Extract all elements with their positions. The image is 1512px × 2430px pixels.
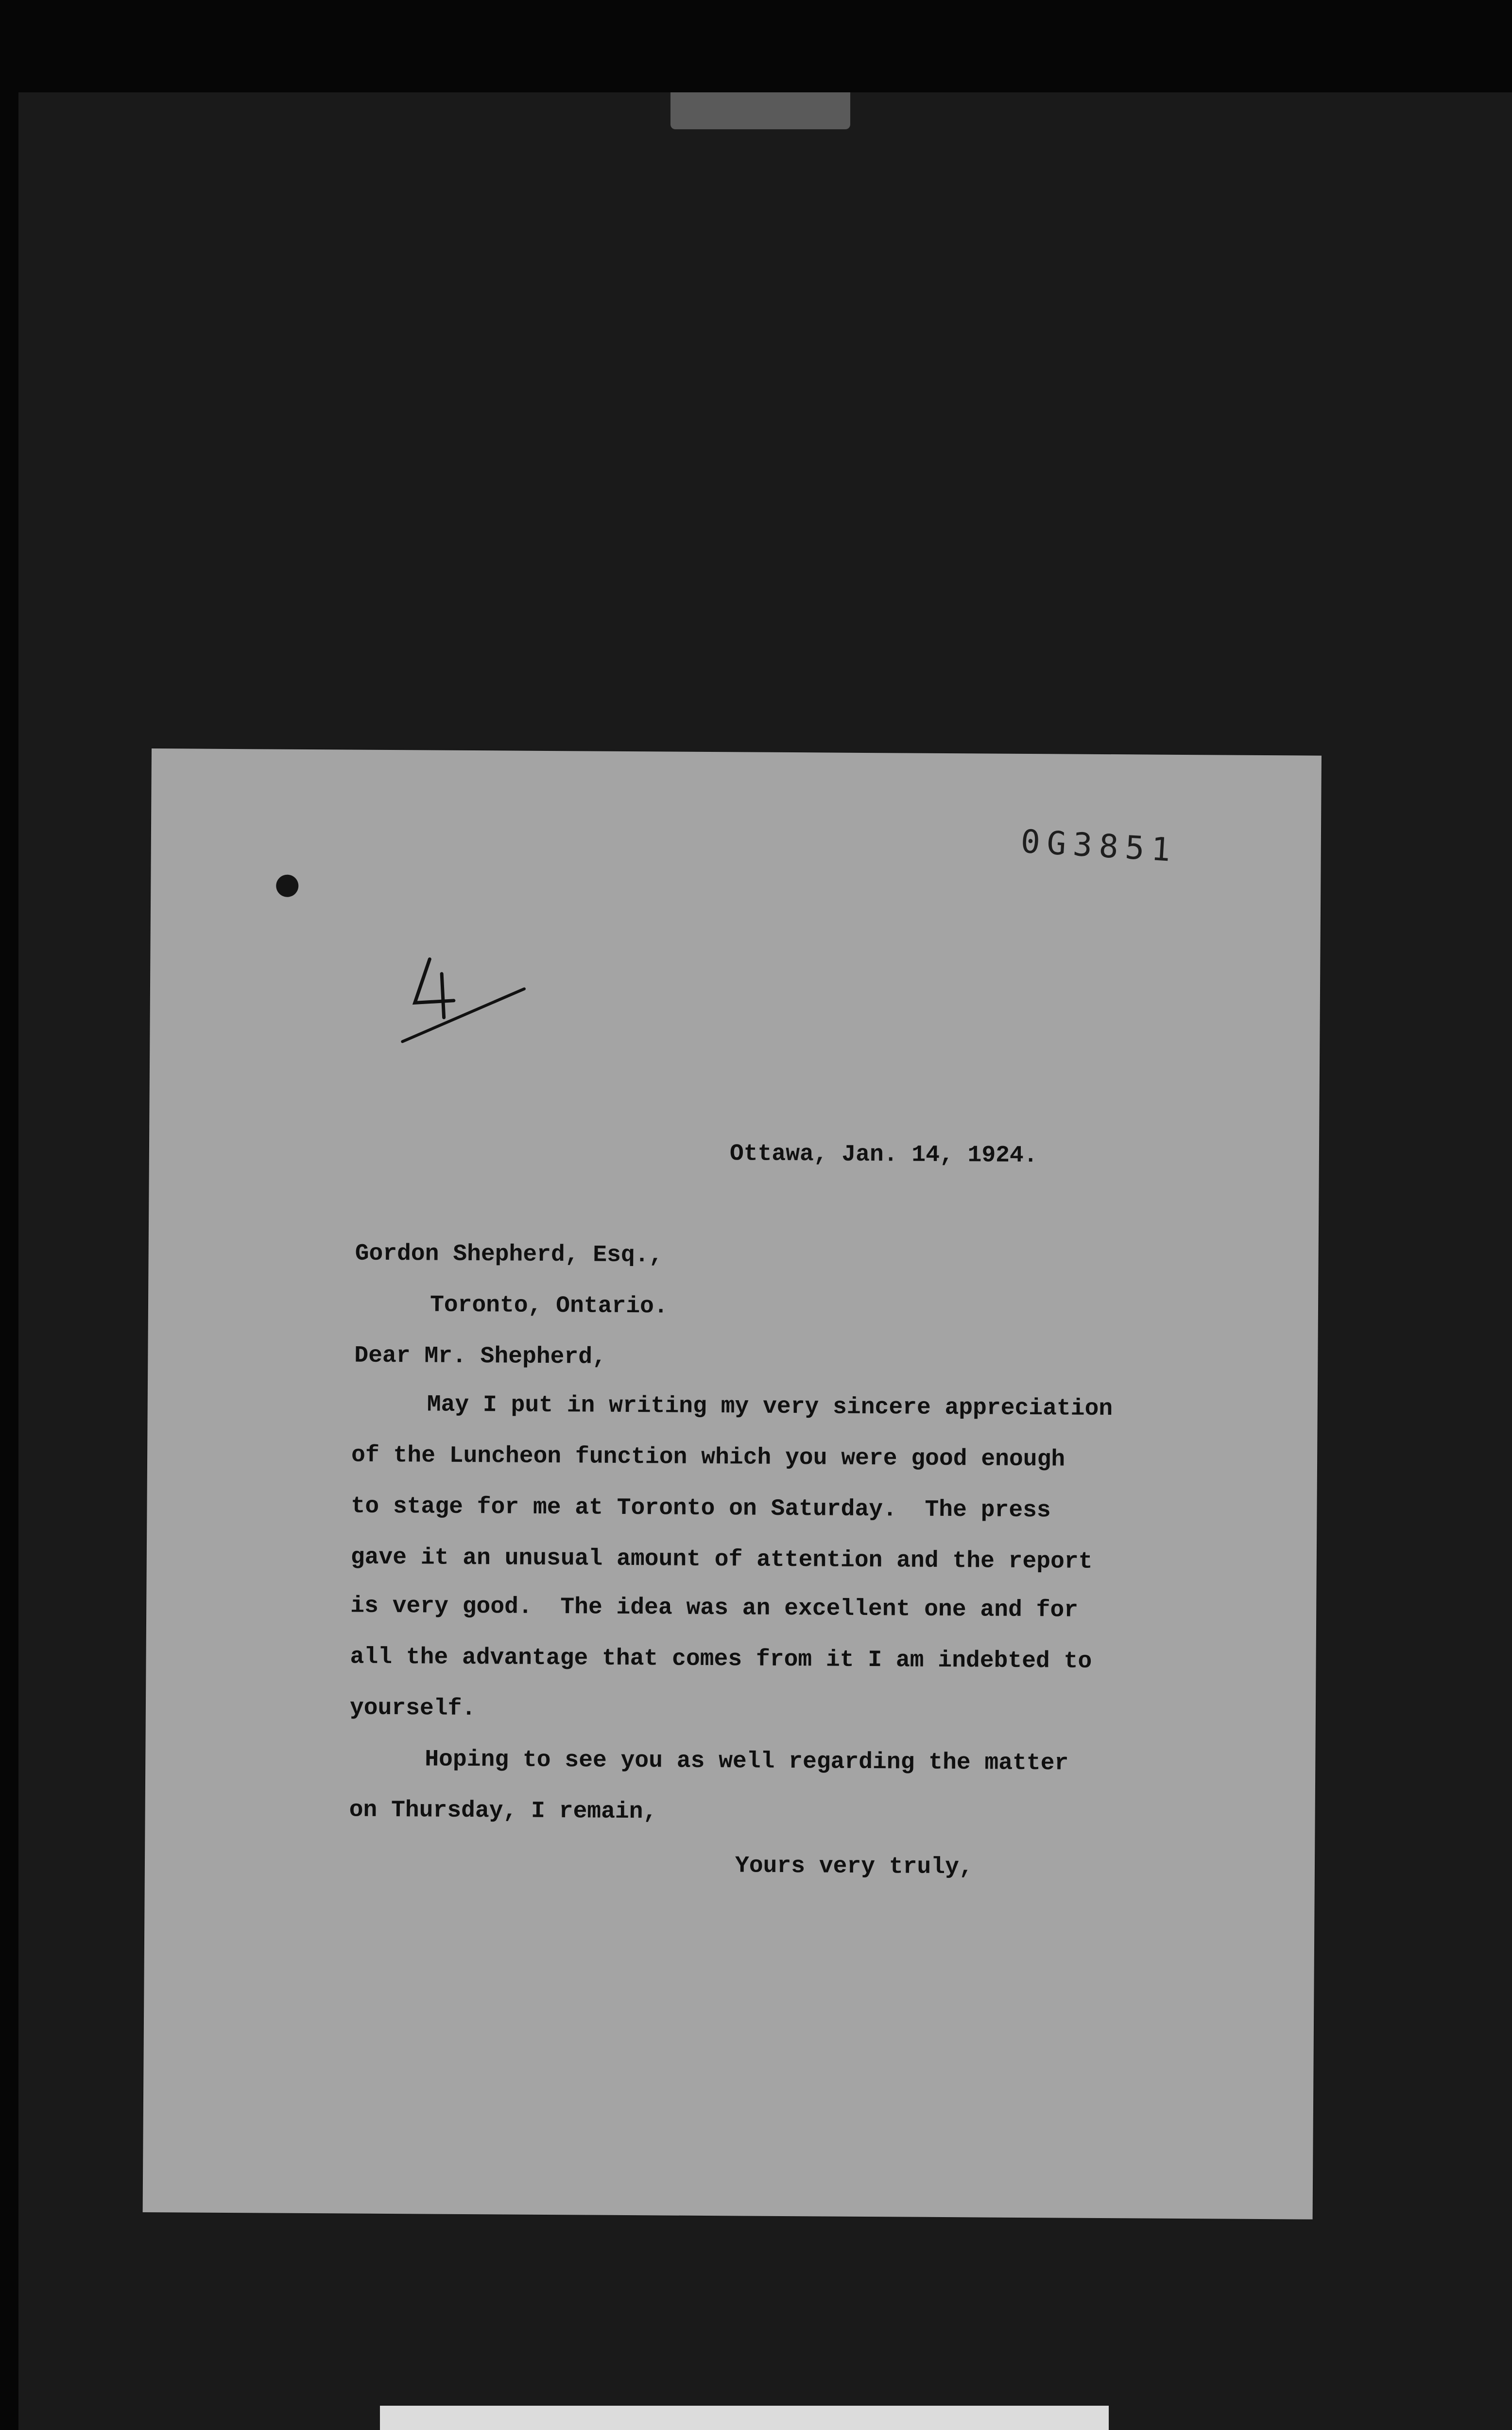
body-line: May I put in writing my very sincere appreciation bbox=[427, 1391, 1113, 1423]
body-line: to stage for me at Toronto on Saturday. The press bbox=[351, 1493, 1051, 1524]
handwritten-page-mark bbox=[395, 954, 532, 1052]
salutation: Dear Mr. Shepherd, bbox=[354, 1342, 607, 1371]
addressee-city: Toronto, Ontario. bbox=[430, 1292, 668, 1320]
body-line: yourself. bbox=[349, 1695, 476, 1722]
letter-page bbox=[143, 748, 1322, 2220]
top-clip bbox=[670, 92, 850, 129]
letter-date: Ottawa, Jan. 14, 1924. bbox=[729, 1141, 1038, 1169]
punch-hole bbox=[276, 875, 298, 897]
document-number: 0G3851 bbox=[1019, 822, 1179, 869]
body-line: of the Luncheon function which you were good enough bbox=[351, 1442, 1065, 1473]
body-line: gave it an unusual amount of attention and the report bbox=[350, 1544, 1093, 1575]
addressee-name: Gordon Shepherd, Esq., bbox=[355, 1240, 663, 1269]
valediction: Yours very truly, bbox=[735, 1853, 973, 1881]
body-line: is very good. The idea was an excellent one and for bbox=[350, 1593, 1079, 1624]
series-label bbox=[380, 2406, 1109, 2430]
closing-line: Hoping to see you as well regarding the matter bbox=[425, 1746, 1069, 1777]
closing-line: on Thursday, I remain, bbox=[349, 1797, 657, 1825]
body-line: all the advantage that comes from it I am indebted to bbox=[350, 1644, 1092, 1675]
